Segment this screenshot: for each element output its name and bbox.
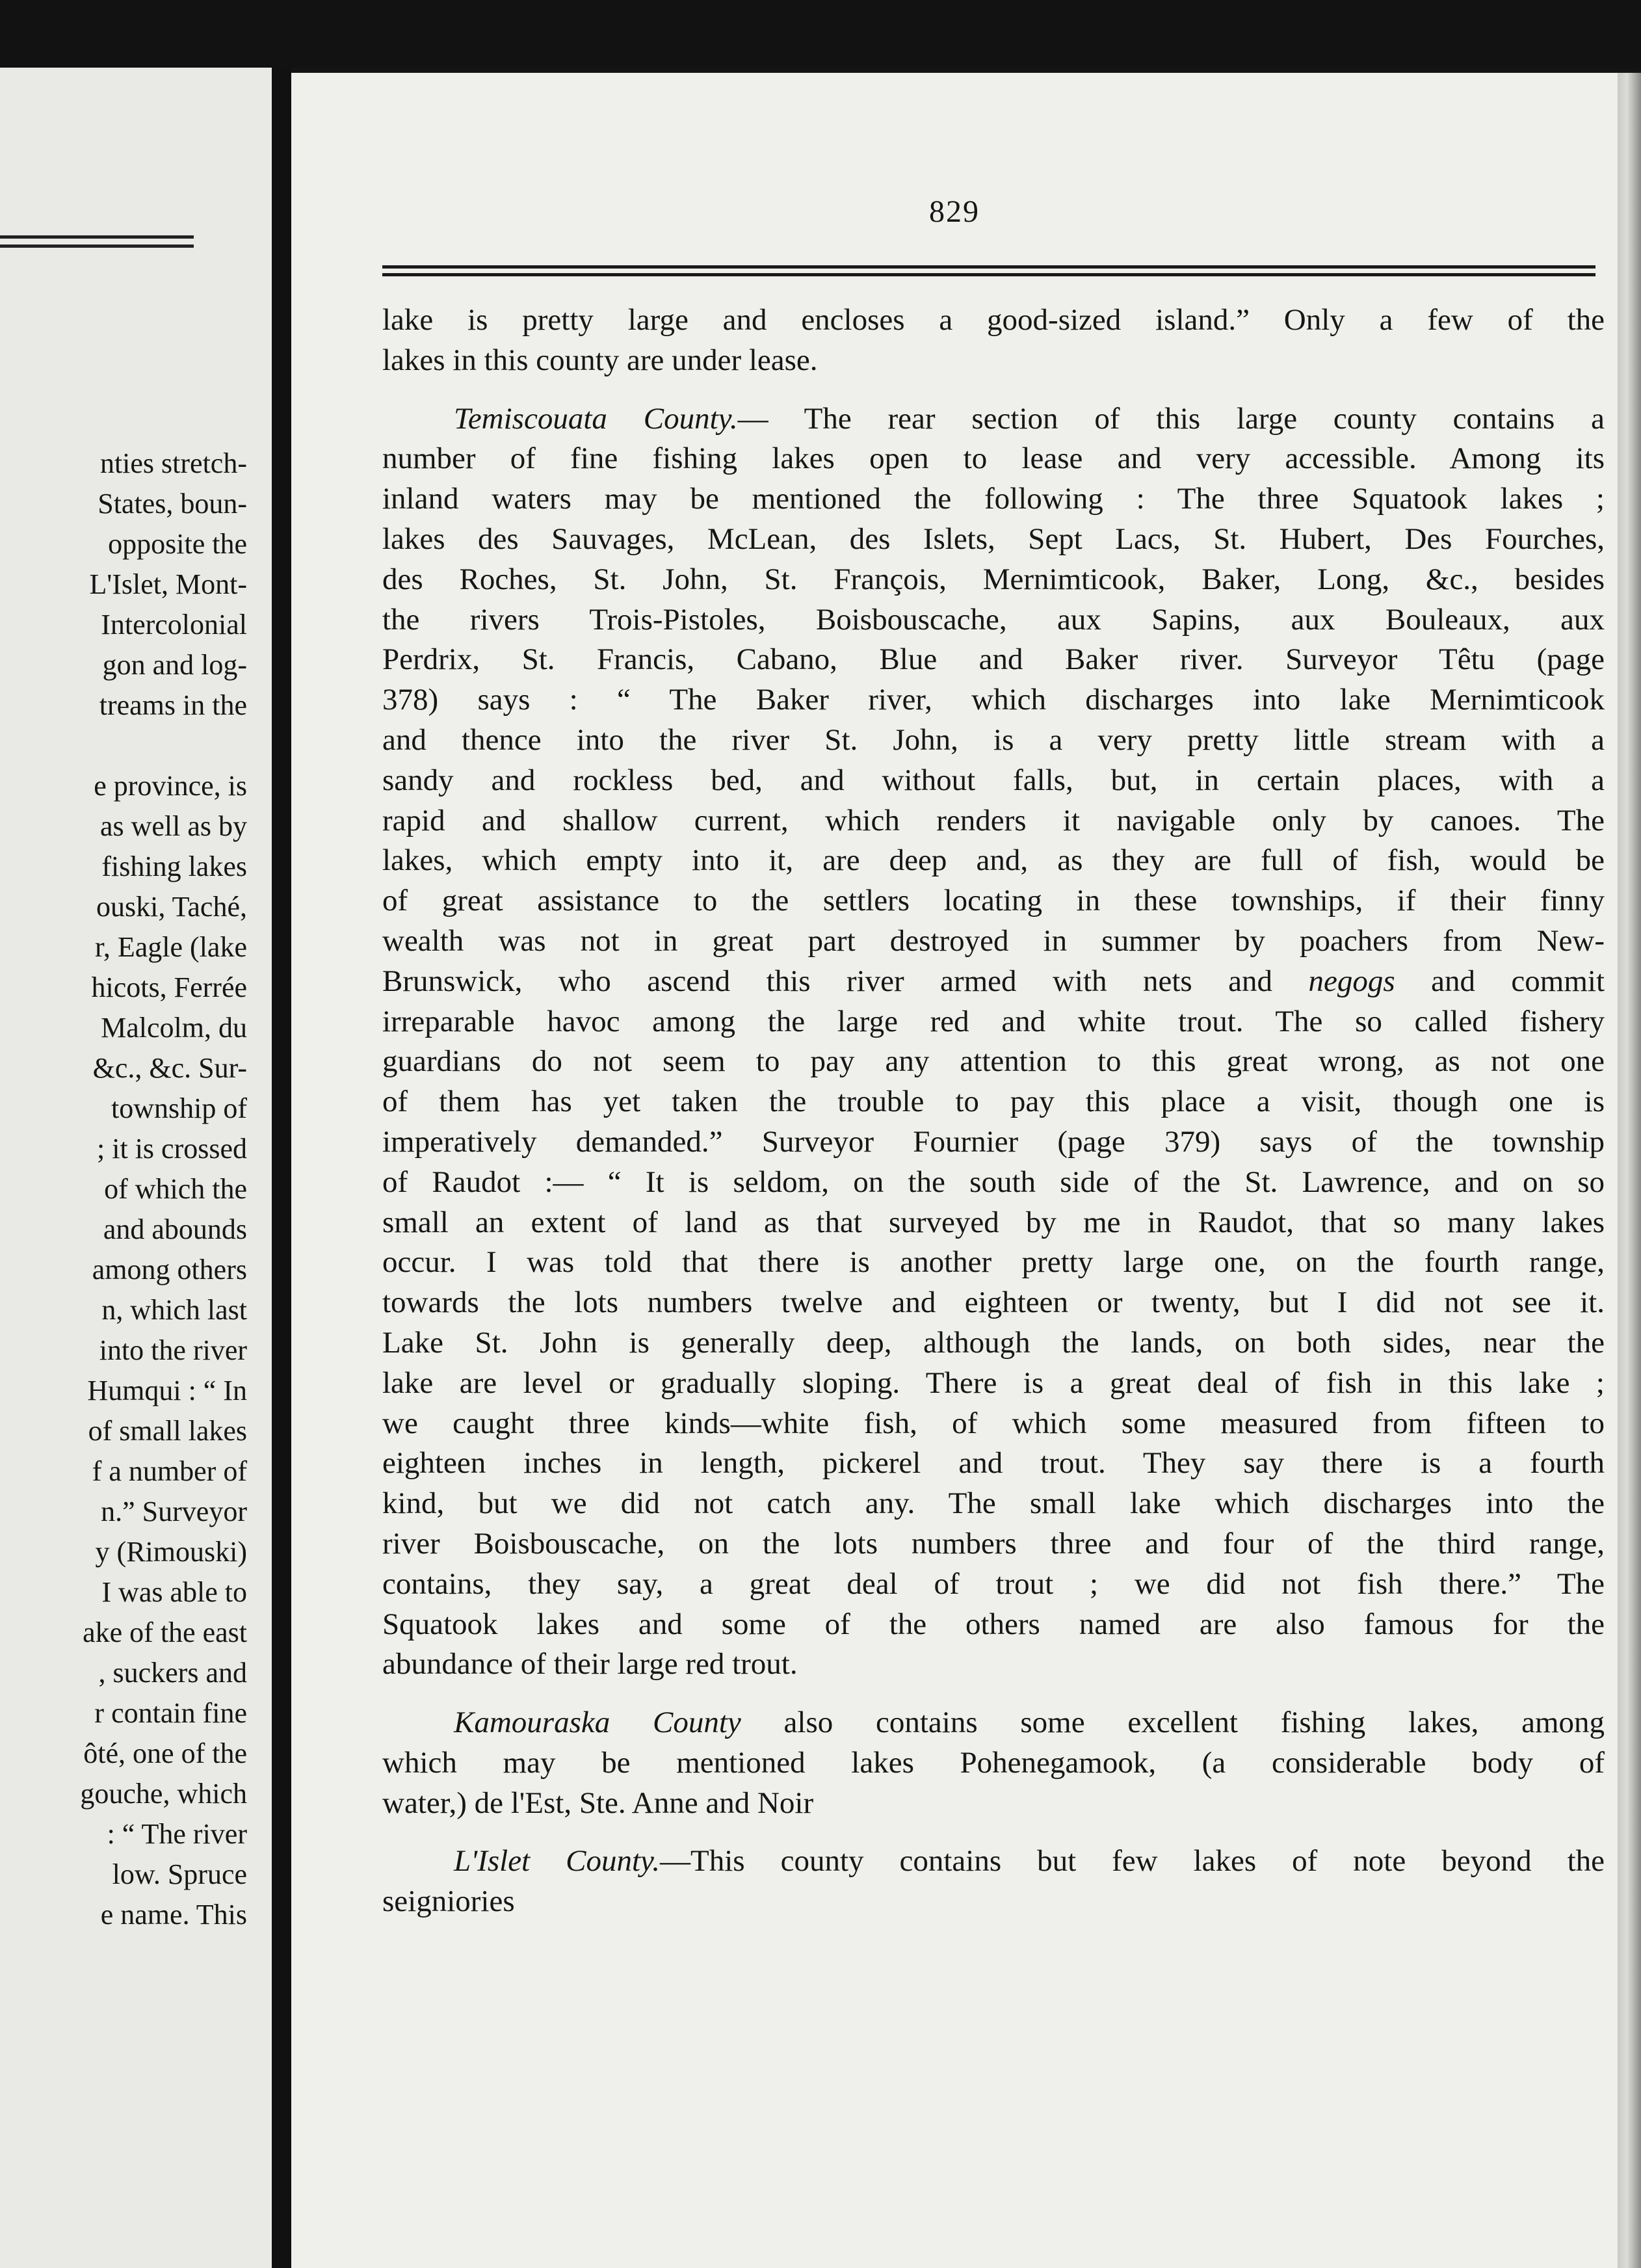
left-page-line: Humqui : “ In [87,1375,247,1406]
left-page-text [0,443,247,1935]
left-page-line: township of [111,1092,247,1124]
paragraph-gap [382,1823,1605,1841]
text-run: wealth was not in great part destroyed in summer by poachers from New- [382,923,1605,958]
text-line [382,761,1605,801]
text-run: inland waters may be mentioned the following : The three Squatook lakes ; [382,482,1605,516]
paragraph [382,1841,1605,1922]
text-run: imperatively demanded.” Surveyor Fournier (page 379) says of the township [382,1124,1605,1159]
text-run: of them has yet taken the trouble to pay this place a visit, though one is [382,1085,1605,1119]
left-page-line: , suckers and [98,1657,247,1689]
text-run: towards the lots numbers twelve and eighteen or twenty, but I did not see it. [382,1286,1605,1320]
text-run: water,) de l'Est, Ste. Anne and Noir [382,1786,814,1820]
text-line [382,1243,1605,1283]
text-line [382,1784,1605,1824]
text-run: which may be mentioned lakes Pohenegamook, (a considerable body of [382,1745,1605,1780]
left-page-line: I was able to [101,1576,247,1608]
text-line [382,439,1605,479]
county-heading: L'Islet County. [454,1844,661,1879]
text-line [382,1605,1605,1645]
text-run: occur. I was told that there is another pretty large one, on the fourth range, [382,1245,1605,1280]
text-run: of Raudot :— “ It is seldom, on the south side of the St. Lawrence, and on so [382,1165,1605,1199]
text-run: Brunswick, who ascend this river armed with nets and [382,964,1309,998]
paragraph [382,399,1605,1685]
text-run: lakes in this county are under lease. [382,343,818,377]
left-page-line: gouche, which [80,1778,247,1810]
text-run: des Roches, St. John, St. François, Mernimticook, Baker, Long, &c., besides [382,562,1605,596]
left-page-line: gon and log- [102,649,247,681]
italic-term: negogs [1308,964,1395,998]
left-page-line: and abounds [103,1213,247,1245]
text-line [382,1841,1605,1882]
left-page-line: Intercolonial [101,609,247,640]
text-line [382,680,1605,720]
text-line [382,1743,1605,1784]
left-page-line: States, boun- [98,488,247,520]
text-line [382,1122,1605,1163]
page-edge [1618,73,1641,2268]
text-line [382,1364,1605,1404]
text-line [382,341,1605,381]
right-page [291,73,1618,2268]
text-run: river Boisbouscache, on the lots numbers three and four of the third range, [382,1526,1605,1561]
text-line [382,399,1605,440]
left-page-line: n.” Surveyor [101,1496,247,1527]
text-run: abundance of their large red trout. [382,1647,798,1681]
text-line [382,841,1605,881]
left-page-line: r, Eagle (lake [95,931,247,963]
left-page-line: low. Spruce [112,1858,247,1890]
left-page-line: r contain fine [94,1697,247,1729]
text-line [382,962,1605,1002]
text-line [382,600,1605,640]
left-header-rule-bottom [0,244,194,248]
paragraph-gap [382,1685,1605,1703]
text-run: contains, they say, a great deal of trout ; we did not fish there.” The [382,1566,1605,1601]
text-run: irreparable havoc among the large red and white trout. The so called fishery [382,1004,1605,1038]
text-run: —This county contains but few lakes of note beyond the [660,1844,1605,1879]
text-run: and commit [1395,964,1605,998]
text-run: lake are level or gradually sloping. There is a great deal of fish in this lake ; [382,1365,1605,1400]
text-line [382,1524,1605,1564]
paragraph [382,300,1605,381]
book-gutter [272,68,291,2268]
text-line [382,1703,1605,1743]
left-page-line: n, which last [101,1294,247,1326]
text-run: Perdrix, St. Francis, Cabano, Blue and Baker river. Surveyor Têtu (page [382,642,1605,677]
text-line [382,1444,1605,1484]
text-line [382,1644,1605,1685]
left-page-line: fishing lakes [101,850,247,882]
text-run: rapid and shallow current, which renders it navigable only by canoes. The [382,803,1605,837]
header-rule-top [382,265,1595,269]
left-page-line: y (Rimouski) [95,1536,247,1568]
left-page-line: opposite the [108,528,247,560]
text-line [382,720,1605,761]
text-run: kind, but we did not catch any. The small lake which discharges into the [382,1486,1605,1521]
text-line [382,881,1605,921]
left-page-line: L'Islet, Mont- [89,568,247,600]
paragraph-gap [382,381,1605,399]
left-page-line: of which the [104,1173,247,1205]
text-line [382,1404,1605,1444]
left-page-line: f a number of [92,1455,247,1487]
text-run: of great assistance to the settlers locating in these townships, if their finny [382,884,1605,918]
header-rule-bottom [382,273,1595,276]
text-run: the rivers Trois-Pistoles, Boisbouscache, aux Sapins, aux Bouleaux, aux [382,602,1605,637]
left-page-line: e name. This [100,1899,247,1931]
text-line [382,1082,1605,1122]
text-line [382,1163,1605,1203]
text-run: 378) says : “ The Baker river, which discharges into lake Mernimticook [382,683,1605,717]
text-line [382,1203,1605,1243]
left-page-line: among others [92,1254,247,1286]
left-page-line: of small lakes [88,1415,247,1447]
left-page-fragment [0,68,272,2268]
left-page-line: treams in the [99,689,247,721]
left-page-line: hicots, Ferrée [91,971,247,1003]
left-header-rule-top [0,235,194,239]
text-run: sandy and rockless bed, and without falls, but, in certain places, with a [382,763,1605,797]
text-line [382,1042,1605,1082]
county-heading: Kamouraska County [454,1706,741,1740]
left-page-line: ouski, Taché, [96,891,247,923]
left-page-line: : “ The river [107,1818,247,1850]
county-heading: Temiscouata County. [454,401,738,436]
text-line [382,1002,1605,1042]
text-line [382,1323,1605,1364]
text-line [382,921,1605,962]
text-run: small an extent of land as that surveyed by me in Raudot, that so many lakes [382,1205,1605,1239]
left-page-line: ake of the east [83,1616,247,1648]
left-page-line: as well as by [99,810,247,842]
body-text [382,300,1605,1922]
scan-background-top [0,0,1641,68]
text-run: and thence into the river St. John, is a very pretty little stream with a [382,722,1605,757]
text-run: guardians do not seem to pay any attention to this great wrong, as not one [382,1044,1605,1079]
text-run: Squatook lakes and some of the others named are also famous for the [382,1607,1605,1641]
text-run: Lake St. John is generally deep, although the lands, on both sides, near the [382,1325,1605,1360]
text-line [382,801,1605,841]
text-run: we caught three kinds—white fish, of which some measured from fifteen to [382,1406,1605,1440]
left-page-line: nties stretch- [99,447,247,479]
page-number: 829 [929,194,980,229]
text-line [382,300,1605,341]
left-page-line: e province, is [94,770,247,802]
text-line [382,479,1605,520]
text-run: eighteen inches in length, pickerel and trout. They say there is a fourth [382,1446,1605,1481]
text-line [382,560,1605,600]
text-line [382,1484,1605,1524]
left-page-line: Malcolm, du [101,1012,247,1044]
left-page-line: into the river [99,1334,247,1366]
text-run: lake is pretty large and encloses a good-sized island.” Only a few of the [382,303,1605,337]
left-page-line: ; it is crossed [97,1133,247,1165]
left-page-line [0,726,247,766]
text-run: lakes des Sauvages, McLean, des Islets, Sept Lacs, St. Hubert, Des Fourches, [382,521,1605,556]
text-run: — The rear section of this large county contains a [737,401,1605,436]
text-run: lakes, which empty into it, are deep and, as they are full of fish, would be [382,843,1605,878]
text-line [382,1882,1605,1922]
text-line [382,1564,1605,1605]
left-page-line: ôté, one of the [83,1737,247,1769]
text-line [382,640,1605,680]
text-run: also contains some excellent fishing lakes, among [741,1706,1605,1740]
paragraph [382,1703,1605,1823]
text-run: seigniories [382,1884,515,1919]
text-line [382,1283,1605,1323]
left-page-line: &c., &c. Sur- [92,1052,247,1084]
text-run: number of fine fishing lakes open to lease and very accessible. Among its [382,442,1605,476]
text-line [382,520,1605,560]
